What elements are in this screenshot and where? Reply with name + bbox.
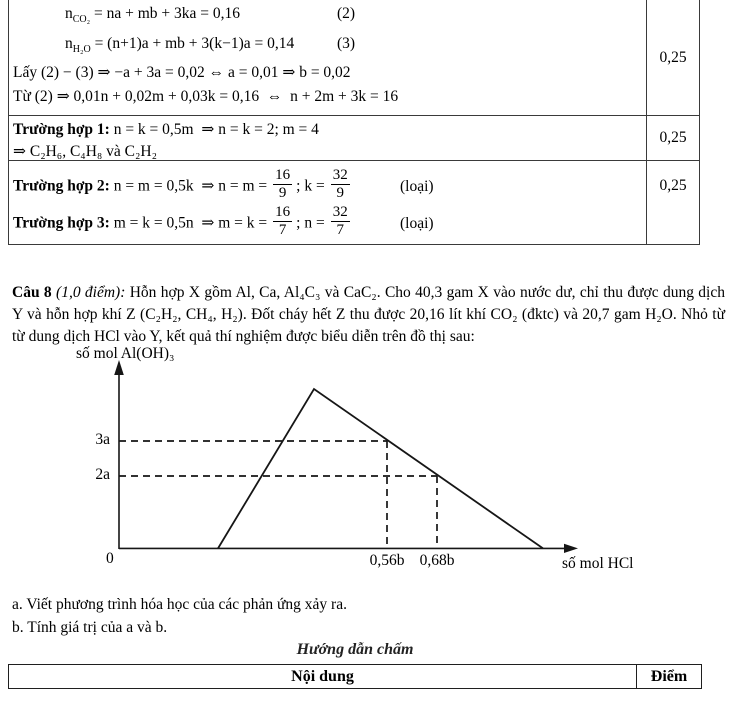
case-text: m = k = 0,5n ⇒ m = k =: [109, 214, 268, 232]
case-text: n = m = 0,5k ⇒ n = m =: [109, 177, 268, 195]
case-text: n = k = 0,5m ⇒ n = k = 2; m = 4: [109, 121, 319, 138]
case-1-result: ⇒ C₂H₆, C₄H₈ và C₂H₂: [13, 143, 158, 160]
task-a-line: a. Viết phương trình hóa học của các phản ứng xảy ra.: [12, 596, 347, 613]
solution-cell-row2: [9, 116, 647, 161]
table-row: [9, 116, 699, 161]
grading-table-header: [8, 664, 702, 689]
titration-graph: [0, 340, 734, 580]
fraction-denominator: 7: [336, 221, 344, 238]
derivation-line: Lấy (2) − (3) ⇒ −a + 3a = 0,02 ⇔ a = 0,01 ⇒ b = 0,02: [13, 64, 351, 81]
fraction-denominator: 7: [278, 221, 287, 238]
score-cell: 0,25: [659, 129, 687, 146]
fraction-numerator: 16: [275, 167, 291, 183]
fraction: [331, 205, 350, 239]
case-1-line: [13, 120, 319, 139]
formula-line-nh2o: [65, 35, 356, 55]
fraction-denominator: 9: [278, 184, 287, 201]
y-tick-3a: 3a: [95, 431, 110, 448]
y-tick-2a: 2a: [95, 466, 110, 483]
fraction-denominator: 9: [336, 184, 344, 201]
case-label: Trường hợp 3:: [13, 214, 110, 232]
task-b-line: b. Tính giá trị của a và b.: [12, 619, 168, 636]
question-points: (1,0 điểm):: [51, 283, 130, 301]
case-3-line: [13, 204, 434, 243]
graph-canvas: [0, 340, 734, 580]
question-body: Hỗn hợp X gồm Al, Ca, Al₄C₃ và CaC₂. Cho 40,3 gam X vào nước dư, chỉ thu được dung dịch Y và hỗn hợp khí Z (C₂H₂, CH₄, H₂). Đốt cháy hết Z thu được 20,16 lít khí CO₂ (đktc) và 20,7 gam H₂O. Nhỏ từ từ dung dịch HCl vào Y, kết quả thí nghiệm được biểu diễn trên đồ thị sau:: [12, 283, 725, 346]
solution-cell-row3: [9, 161, 647, 244]
fraction: [273, 205, 292, 239]
y-axis-label: số mol Al(OH)₃: [76, 345, 175, 362]
solution-table: [8, 0, 700, 245]
fraction-numerator: 32: [332, 204, 348, 220]
table-row: [9, 0, 699, 116]
fraction-numerator: 16: [275, 204, 291, 220]
x-axis-arrow-icon: [564, 544, 578, 553]
fraction: [273, 168, 292, 202]
score-cell: 0,25: [659, 177, 687, 194]
fraction-numerator: 32: [332, 167, 348, 183]
al-oh3-curve: [218, 389, 543, 548]
answer-key-title: Hướng dẫn chấm: [296, 641, 414, 658]
equation-number: (2): [337, 5, 356, 22]
case-text: ; n =: [296, 214, 325, 232]
equation-number: (3): [337, 35, 356, 52]
x-tick-068b: 0,68b: [419, 552, 455, 569]
formula-subscript: CO₂: [72, 14, 91, 25]
rejected-note: (loại): [400, 177, 434, 195]
formula-line-nco2: [65, 5, 356, 25]
rejected-note: (loại): [400, 214, 434, 232]
case-label: Trường hợp 1:: [13, 121, 110, 138]
score-cell: 0,25: [659, 48, 687, 66]
question-paragraph: [12, 282, 725, 349]
x-tick-056b: 0,56b: [369, 552, 405, 569]
case-text: ; k =: [296, 177, 325, 195]
column-header-content: Nội dung: [9, 665, 637, 688]
formula-subscript: H₂O: [72, 44, 91, 55]
case-label: Trường hợp 2:: [13, 177, 110, 195]
case-2-line: [13, 167, 434, 206]
formula-equation: = (n+1)a + mb + 3(k−1)a = 0,14: [90, 35, 295, 52]
fraction: [331, 168, 350, 202]
table-row: [9, 161, 699, 244]
origin-label: 0: [106, 550, 114, 567]
question-label: Câu 8: [12, 283, 52, 301]
column-header-score: Điểm: [650, 667, 688, 685]
formula-base: n: [65, 35, 73, 52]
derivation-line: Từ (2) ⇒ 0,01n + 0,02m + 0,03k = 0,16 ⇔ n + 2m + 3k = 16: [13, 88, 399, 105]
x-axis-label: số mol HCl: [562, 555, 634, 572]
formula-equation: = na + mb + 3ka = 0,16: [90, 5, 241, 22]
solution-cell-row1: [9, 0, 647, 116]
formula-base: n: [65, 5, 73, 22]
